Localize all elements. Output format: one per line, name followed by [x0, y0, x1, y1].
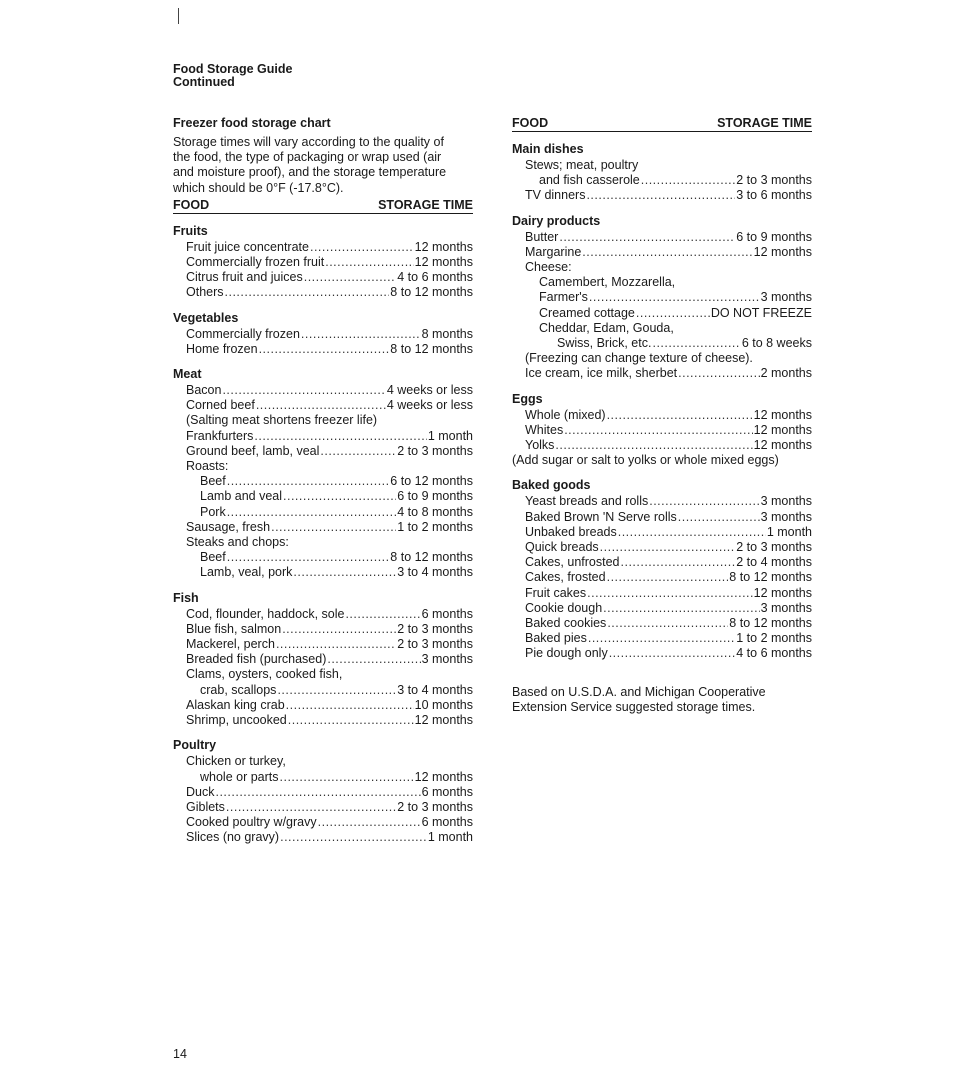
header-title: Food Storage Guide	[173, 62, 293, 76]
food-name: Whites	[525, 422, 564, 437]
food-name: Creamed cottage	[539, 305, 635, 320]
food-name: Breaded fish (purchased)	[186, 652, 327, 667]
leader-dots	[589, 290, 760, 305]
storage-time: 4 weeks or less	[386, 398, 473, 413]
leader-dots	[318, 815, 421, 830]
food-name: Ground beef, lamb, veal	[186, 443, 320, 458]
section-title: Fruits	[173, 223, 208, 238]
list-item	[512, 616, 812, 631]
storage-time: 6 to 8 weeks	[741, 336, 812, 351]
food-name: Cookie dough	[525, 600, 603, 615]
list-item	[512, 408, 812, 423]
leader-dots	[607, 408, 753, 423]
food-name: Farmer's	[539, 290, 588, 305]
list-item	[173, 489, 473, 504]
storage-time: 1 month	[766, 524, 812, 539]
leader-dots	[283, 489, 396, 504]
section-title: Eggs	[512, 391, 543, 406]
section-title: Vegetables	[173, 310, 239, 325]
leader-dots	[649, 494, 759, 509]
leader-dots	[587, 586, 752, 601]
leader-dots	[301, 327, 421, 342]
storage-time: 12 months	[414, 255, 473, 270]
food-name: whole or parts	[200, 769, 279, 784]
storage-time-header: STORAGE TIME	[378, 197, 473, 212]
food-name: Mackerel, perch	[186, 637, 275, 652]
leader-dots	[282, 622, 396, 637]
food-name: Citrus fruit and juices	[186, 270, 303, 285]
footnote-line: Extension Service suggested storage times.	[512, 700, 756, 715]
food-name: Fruit juice concentrate	[186, 239, 309, 254]
food-name: Blue fish, salmon	[186, 621, 282, 636]
section-vegetables	[173, 310, 473, 357]
list-item	[512, 586, 812, 601]
list-item	[512, 366, 812, 381]
leader-dots	[636, 306, 710, 321]
leader-dots	[564, 423, 752, 438]
subgroup-label: Camembert, Mozzarella,	[539, 275, 676, 290]
list-item	[173, 565, 473, 580]
list-item	[173, 505, 473, 520]
leader-dots	[652, 336, 740, 351]
list-item	[173, 327, 473, 342]
storage-time: 8 to 12 months	[390, 285, 473, 300]
left-column	[173, 116, 473, 846]
food-name: Giblets	[186, 799, 225, 814]
food-name: Duck	[186, 784, 215, 799]
list-item	[512, 494, 812, 509]
list-item	[173, 520, 473, 535]
page-header	[173, 63, 292, 89]
subgroup-label: Roasts:	[186, 459, 229, 474]
food-name: Yeast breads and rolls	[525, 494, 649, 509]
storage-time: 3 to 4 months	[397, 682, 473, 697]
list-item	[173, 713, 473, 728]
food-name: Corned beef	[186, 398, 255, 413]
leader-dots	[222, 383, 385, 398]
food-name: and fish casserole	[539, 173, 640, 188]
section-baked-goods	[512, 477, 812, 661]
leader-dots	[310, 240, 414, 255]
intro-line: the food, the type of packaging or wrap used (air	[173, 150, 442, 165]
food-name: Fruit cakes	[525, 585, 587, 600]
list-item	[512, 525, 812, 540]
storage-time: 8 to 12 months	[729, 616, 812, 631]
food-name: Shrimp, uncooked	[186, 713, 287, 728]
food-name: Unbaked breads	[525, 524, 617, 539]
section-title: Baked goods	[512, 478, 591, 493]
leader-dots	[555, 438, 752, 453]
section-main-dishes	[512, 141, 812, 204]
storage-time: 6 months	[421, 784, 473, 799]
leader-dots	[588, 631, 735, 646]
food-name: Bacon	[186, 383, 222, 398]
section-poultry	[173, 737, 473, 845]
storage-time: 3 months	[760, 509, 812, 524]
subgroup-label: Cheddar, Edam, Gouda,	[539, 320, 674, 335]
storage-time: 8 to 12 months	[390, 550, 473, 565]
source-footnote	[512, 685, 766, 715]
subgroup-label: Cheese:	[525, 260, 572, 275]
section-eggs	[512, 391, 812, 469]
storage-time: 4 weeks or less	[386, 383, 473, 398]
intro-line: and moisture proof), and the storage temperature	[173, 165, 447, 180]
list-item	[173, 550, 473, 565]
storage-time: DO NOT FREEZE	[710, 305, 812, 320]
list-item	[512, 438, 812, 453]
storage-time: 2 to 4 months	[736, 555, 812, 570]
food-name: Others	[186, 285, 224, 300]
storage-time: 2 to 3 months	[397, 443, 473, 458]
food-name: Cakes, unfrosted	[525, 555, 620, 570]
leader-dots	[293, 565, 396, 580]
right-column	[512, 116, 812, 662]
storage-time: 6 to 9 months	[736, 229, 812, 244]
storage-time: 1 month	[427, 428, 473, 443]
food-name: Margarine	[525, 244, 582, 259]
leader-dots	[215, 785, 420, 800]
food-name: Alaskan king crab	[186, 697, 285, 712]
food-name: Baked pies	[525, 631, 587, 646]
leader-dots	[618, 525, 766, 540]
column-header-right	[512, 116, 812, 132]
list-item	[512, 306, 812, 321]
food-name: Swiss, Brick, etc.	[557, 336, 652, 351]
food-name: Slices (no gravy)	[186, 830, 280, 845]
section-title: Fish	[173, 590, 199, 605]
section-title: Main dishes	[512, 142, 584, 156]
leader-dots	[288, 713, 414, 728]
storage-time: 2 to 3 months	[736, 173, 812, 188]
intro-line: Storage times will vary according to the quality of	[173, 135, 444, 149]
list-item	[512, 423, 812, 438]
section-dairy	[512, 213, 812, 382]
list-item	[173, 383, 473, 398]
list-item	[512, 336, 812, 351]
note-text: (Salting meat shortens freezer life)	[186, 413, 378, 428]
storage-time: 3 to 6 months	[736, 188, 812, 203]
storage-time: 8 months	[421, 326, 473, 341]
leader-dots	[641, 173, 735, 188]
leader-dots	[254, 429, 426, 444]
food-name: Baked cookies	[525, 616, 607, 631]
section-title: Dairy products	[512, 213, 601, 228]
leader-dots	[259, 342, 390, 357]
leader-dots	[286, 698, 414, 713]
storage-time: 8 to 12 months	[390, 341, 473, 356]
storage-time: 2 to 3 months	[397, 621, 473, 636]
storage-time: 2 to 3 months	[397, 799, 473, 814]
leader-dots	[586, 188, 735, 203]
leader-dots	[325, 255, 413, 270]
storage-time: 6 months	[421, 606, 473, 621]
food-name: Ice cream, ice milk, sherbet	[525, 366, 678, 381]
food-name: Sausage, fresh	[186, 519, 271, 534]
list-item	[173, 770, 473, 785]
leader-dots	[256, 398, 386, 413]
leader-dots	[603, 601, 759, 616]
food-header: FOOD	[512, 116, 549, 130]
page-number: 14	[173, 1047, 187, 1061]
food-name: Pork	[200, 504, 226, 519]
storage-time: 6 to 12 months	[390, 474, 473, 489]
list-item	[173, 240, 473, 255]
leader-dots	[609, 646, 736, 661]
storage-time: 10 months	[414, 697, 473, 712]
food-name: Commercially frozen	[186, 326, 300, 341]
subgroup-label: Clams, oysters, cooked fish,	[186, 667, 343, 682]
storage-time: 12 months	[414, 769, 473, 784]
list-item	[173, 830, 473, 845]
leader-dots	[582, 245, 752, 260]
list-item	[173, 474, 473, 489]
list-item	[173, 270, 473, 285]
list-item	[512, 290, 812, 305]
leader-dots	[227, 550, 390, 565]
leader-dots	[227, 505, 397, 520]
list-item	[173, 683, 473, 698]
storage-time: 4 to 6 months	[397, 270, 473, 285]
column-header-left	[173, 198, 473, 214]
footnote-line: Based on U.S.D.A. and Michigan Cooperative	[512, 685, 766, 699]
list-item	[173, 429, 473, 444]
storage-time: 3 months	[760, 600, 812, 615]
food-name: Home frozen	[186, 341, 258, 356]
leader-dots	[225, 285, 390, 300]
section-fruits	[173, 223, 473, 301]
storage-time: 4 to 6 months	[736, 646, 812, 661]
list-item	[173, 815, 473, 830]
leader-dots	[280, 830, 427, 845]
storage-time: 8 to 12 months	[729, 570, 812, 585]
food-name: TV dinners	[525, 188, 586, 203]
storage-time: 2 months	[760, 366, 812, 381]
storage-time: 12 months	[753, 438, 812, 453]
leader-dots	[327, 652, 420, 667]
leader-dots	[277, 683, 396, 698]
food-name: Cooked poultry w/gravy	[186, 815, 317, 830]
leader-dots	[678, 510, 760, 525]
leader-dots	[271, 520, 396, 535]
food-name: Quick breads	[525, 540, 599, 555]
note-text: (Freezing can change texture of cheese).	[525, 351, 753, 366]
leader-dots	[621, 555, 736, 570]
storage-time: 12 months	[753, 585, 812, 600]
storage-time: 6 months	[421, 815, 473, 830]
storage-time-header: STORAGE TIME	[717, 116, 812, 130]
leader-dots	[607, 616, 728, 631]
storage-time: 3 months	[760, 494, 812, 509]
list-item	[512, 646, 812, 661]
storage-time: 2 to 3 months	[397, 637, 473, 652]
list-item	[512, 570, 812, 585]
leader-dots	[304, 270, 397, 285]
leader-dots	[276, 637, 396, 652]
food-header: FOOD	[173, 197, 210, 212]
food-name: Cakes, frosted	[525, 570, 606, 585]
storage-time: 1 to 2 months	[736, 631, 812, 646]
food-name: Beef	[200, 474, 226, 489]
list-item	[173, 255, 473, 270]
list-item	[512, 601, 812, 616]
storage-time: 1 to 2 months	[397, 519, 473, 534]
food-name: Pie dough only	[525, 646, 608, 661]
intro-line: which should be 0°F (-17.8°C).	[173, 180, 344, 195]
list-item	[173, 800, 473, 815]
list-item	[173, 652, 473, 667]
list-item	[173, 622, 473, 637]
food-name: Commercially frozen fruit	[186, 255, 325, 270]
food-name: Butter	[525, 229, 559, 244]
list-item	[173, 785, 473, 800]
list-item	[512, 173, 812, 188]
list-item	[512, 555, 812, 570]
list-item	[173, 342, 473, 357]
leader-dots	[600, 540, 736, 555]
food-name: Lamb, veal, pork	[200, 565, 293, 580]
storage-time: 3 to 4 months	[397, 565, 473, 580]
leader-dots	[345, 607, 420, 622]
note-text: (Add sugar or salt to yolks or whole mixed eggs)	[512, 453, 779, 468]
storage-time: 4 to 8 months	[397, 504, 473, 519]
leader-dots	[320, 444, 396, 459]
food-name: Whole (mixed)	[525, 407, 606, 422]
leader-dots	[607, 570, 729, 585]
list-item	[512, 631, 812, 646]
list-item	[512, 540, 812, 555]
storage-time: 12 months	[414, 239, 473, 254]
header-subtitle: Continued	[173, 75, 235, 89]
food-name: Beef	[200, 550, 226, 565]
intro-text	[173, 135, 473, 196]
storage-time: 12 months	[414, 713, 473, 728]
section-meat	[173, 366, 473, 581]
leader-dots	[678, 366, 759, 381]
list-item	[173, 637, 473, 652]
leader-dots	[226, 800, 396, 815]
margin-mark	[178, 8, 179, 24]
subgroup-label: Stews; meat, poultry	[525, 158, 639, 172]
food-name: Lamb and veal	[200, 489, 283, 504]
list-item	[173, 398, 473, 413]
list-item	[173, 444, 473, 459]
food-name: Frankfurters	[186, 428, 254, 443]
food-name: Cod, flounder, haddock, sole	[186, 606, 345, 621]
storage-time: 12 months	[753, 422, 812, 437]
storage-time: 12 months	[753, 244, 812, 259]
leader-dots	[280, 770, 414, 785]
subgroup-label: Steaks and chops:	[186, 535, 289, 550]
leader-dots	[559, 230, 735, 245]
storage-time: 2 to 3 months	[736, 540, 812, 555]
list-item	[512, 510, 812, 525]
subgroup-label: Chicken or turkey,	[186, 754, 286, 769]
food-name: Yolks	[525, 438, 555, 453]
storage-time: 3 months	[421, 652, 473, 667]
chart-title: Freezer food storage chart	[173, 116, 331, 130]
storage-time: 3 months	[760, 290, 812, 305]
section-fish	[173, 590, 473, 729]
food-name: Baked Brown 'N Serve rolls	[525, 509, 677, 524]
section-title: Poultry	[173, 738, 217, 753]
list-item	[173, 607, 473, 622]
list-item	[512, 188, 812, 203]
section-title: Meat	[173, 367, 202, 382]
storage-time: 12 months	[753, 407, 812, 422]
list-item	[512, 245, 812, 260]
list-item	[173, 285, 473, 300]
storage-time: 6 to 9 months	[397, 489, 473, 504]
list-item	[512, 230, 812, 245]
storage-time: 1 month	[427, 830, 473, 845]
list-item	[173, 698, 473, 713]
leader-dots	[227, 474, 390, 489]
food-name: crab, scallops	[200, 682, 277, 697]
